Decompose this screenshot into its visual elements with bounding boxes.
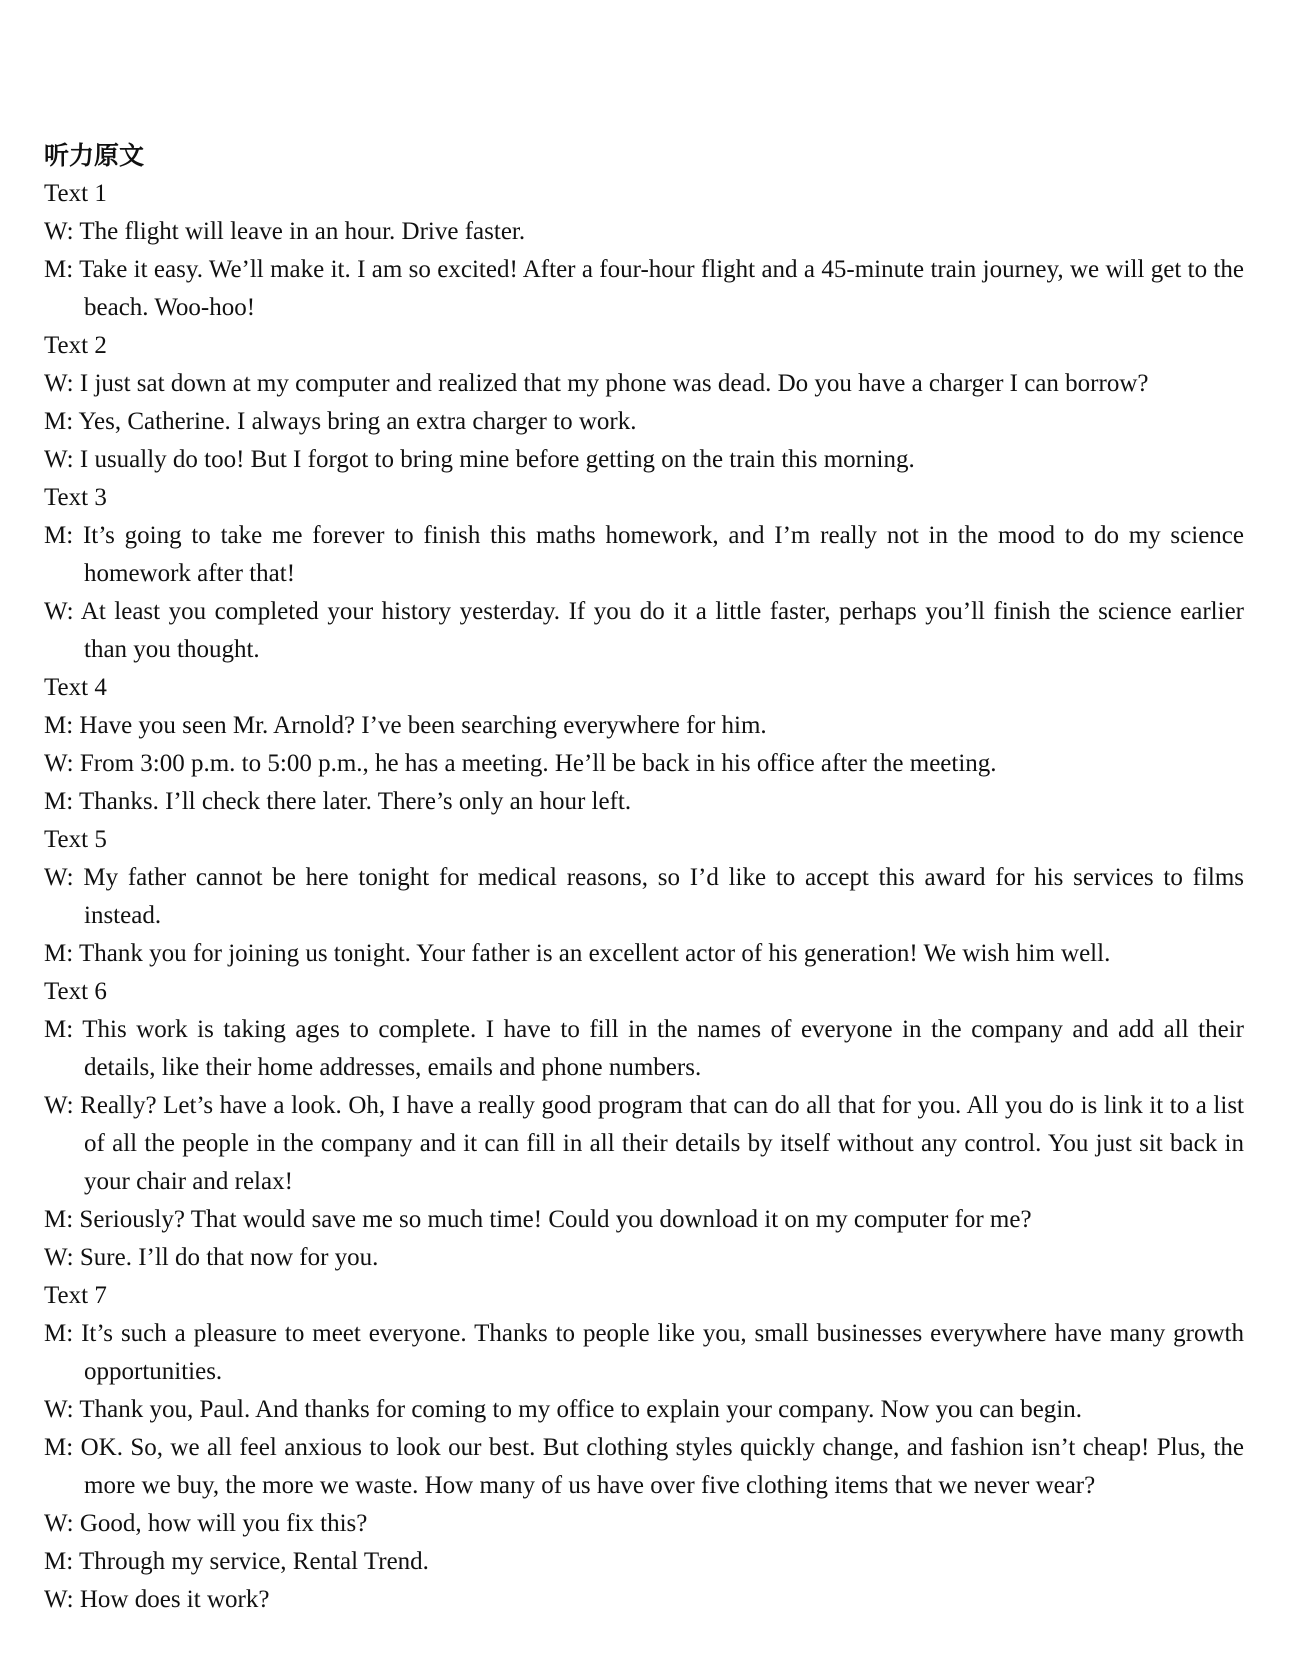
- dialogue-line: W: Sure. I’ll do that now for you.: [44, 1244, 379, 1271]
- transcript-body: [44, 137, 1244, 1619]
- dialogue-line: M: Seriously? That would save me so much time! Could you download it on my computer for me?: [44, 1206, 1032, 1233]
- dialogue-line: W: The flight will leave in an hour. Drive faster.: [44, 218, 526, 245]
- dialogue-line: M: This work is taking ages to complete. I have to fill in the names of everyone in the company and add all their details, like their home addresses, emails and phone numbers.: [44, 1016, 1244, 1081]
- dialogue-line: M: Take it easy. We’ll make it. I am so excited! After a four-hour flight and a 45-minute train journey, we will get to the beach. Woo-hoo!: [44, 256, 1244, 321]
- dialogue-line: W: At least you completed your history yesterday. If you do it a little faster, perhaps you’ll finish the science earlier than you thought.: [44, 598, 1244, 663]
- dialogue-line: W: Really? Let’s have a look. Oh, I have a really good program that can do all that for you. All you do is link it to a list of all the people in the company and it can fill in all their details by itself without any control. You just sit back in your chair and relax!: [44, 1092, 1244, 1195]
- section-title: Text 4: [44, 674, 107, 701]
- dialogue-line: M: It’s going to take me forever to finish this maths homework, and I’m really not in the mood to do my science homework after that!: [44, 522, 1244, 587]
- dialogue-line: W: From 3:00 p.m. to 5:00 p.m., he has a meeting. He’ll be back in his office after the meeting.: [44, 750, 997, 777]
- page-title: 听力原文: [44, 141, 145, 170]
- dialogue-line: M: Have you seen Mr. Arnold? I’ve been searching everywhere for him.: [44, 712, 767, 739]
- dialogue-line: M: Thank you for joining us tonight. Your father is an excellent actor of his generation! We wish him well.: [44, 940, 1111, 967]
- section-title: Text 7: [44, 1282, 107, 1309]
- dialogue-line: M: Through my service, Rental Trend.: [44, 1548, 429, 1575]
- dialogue-line: M: Thanks. I’ll check there later. There’s only an hour left.: [44, 788, 632, 815]
- section-title: Text 2: [44, 332, 107, 359]
- dialogue-line: W: I usually do too! But I forgot to bring mine before getting on the train this morning.: [44, 446, 915, 473]
- dialogue-line: W: Thank you, Paul. And thanks for coming to my office to explain your company. Now you can begin.: [44, 1396, 1083, 1423]
- section-title: Text 5: [44, 826, 107, 853]
- dialogue-line: W: Good, how will you fix this?: [44, 1510, 368, 1537]
- section-title: Text 6: [44, 978, 107, 1005]
- section-title: Text 3: [44, 484, 107, 511]
- dialogue-line: W: My father cannot be here tonight for medical reasons, so I’d like to accept this award for his services to films instead.: [44, 864, 1244, 929]
- dialogue-line: W: I just sat down at my computer and realized that my phone was dead. Do you have a charger I can borrow?: [44, 370, 1149, 397]
- dialogue-line: W: How does it work?: [44, 1586, 270, 1613]
- dialogue-line: M: It’s such a pleasure to meet everyone. Thanks to people like you, small businesses everywhere have many growth opportunities.: [44, 1320, 1244, 1385]
- dialogue-line: M: Yes, Catherine. I always bring an extra charger to work.: [44, 408, 637, 435]
- section-title: Text 1: [44, 180, 107, 207]
- dialogue-line: M: OK. So, we all feel anxious to look our best. But clothing styles quickly change, and fashion isn’t cheap! Plus, the more we buy, the more we waste. How many of us have over five clothing items that we never wear?: [44, 1434, 1244, 1499]
